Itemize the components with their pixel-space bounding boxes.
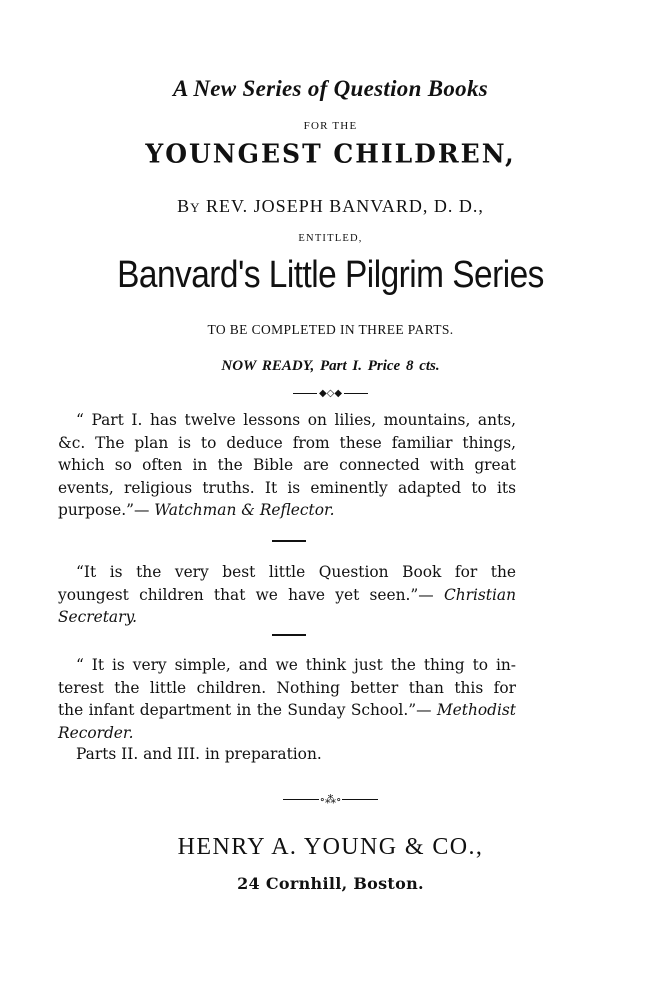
testimonial-line: “ Part I. has twelve lessons on lilies, mountains, ants,: [76, 411, 516, 429]
testimonial-watchman: [58, 409, 516, 522]
page-heading: A New Series of Question Books: [172, 76, 489, 101]
parts-notice: TO BE COMPLETED IN THREE PARTS.: [207, 322, 454, 337]
author-line: [0, 196, 661, 217]
preparation-notice: Parts II. and III. in preparation.: [76, 745, 322, 763]
testimonial-methodist-recorder: [58, 654, 516, 744]
publisher-name: HENRY A. YOUNG & CO.,: [177, 834, 484, 860]
ornament-rule-left: [283, 799, 319, 800]
testimonial-line: terest the little children. Nothing better than this for: [58, 678, 516, 697]
ornament-rule-right: [342, 799, 378, 800]
testimonial-line: [58, 699, 516, 722]
testimonial-source: Methodist: [436, 701, 516, 719]
series-title: Banvard's Little Pilgrim Series: [117, 254, 544, 296]
testimonial-line-last: [58, 499, 516, 522]
testimonial-text: youngest children that we have yet seen.”—: [58, 585, 444, 604]
testimonial-christian-secretary: [58, 561, 516, 629]
testimonial-text: purpose.”—: [58, 501, 155, 519]
testimonial-line: events, religious truths. It is eminently adapted to its: [58, 478, 516, 497]
ornament-rule-left: [293, 393, 317, 394]
for-the-label: FOR THE: [303, 120, 358, 132]
testimonial-source: Christian: [443, 585, 516, 604]
testimonial-line: [58, 584, 516, 607]
youngest-children-title: YOUNGEST CHILDREN,: [145, 138, 516, 169]
large-ornament-divider: [0, 792, 661, 806]
section-divider: [272, 634, 306, 636]
testimonial-source-continued: Secretary.: [58, 608, 137, 626]
by-label: By: [177, 196, 201, 216]
ornament-icon: ◆◇◆: [318, 388, 343, 399]
entitled-label: ENTITLED,: [298, 233, 363, 244]
testimonial-line: “ It is very simple, and we think just the thing to in-: [76, 656, 516, 674]
testimonial-line: which so often in the Bible are connected with great: [58, 456, 516, 474]
publisher-address: 24 Cornhill, Boston.: [237, 874, 424, 893]
testimonial-line: &c. The plan is to deduce from these familiar things,: [58, 433, 516, 452]
testimonial-line: “It is the very best little Question Book for the: [76, 563, 516, 581]
testimonial-source-continued: Recorder.: [58, 723, 134, 742]
author-name: REV. JOSEPH BANVARD, D. D.,: [206, 196, 484, 216]
testimonial-source: Watchman & Reflector.: [154, 501, 335, 519]
now-ready-notice: NOW READY, Part I. Price 8 cts.: [221, 358, 440, 374]
small-ornament-divider: [0, 388, 661, 399]
section-divider: [272, 540, 306, 542]
ornament-icon: ∘⁂∘: [319, 792, 342, 806]
testimonial-text: the infant department in the Sunday School.”—: [58, 701, 437, 719]
ornament-rule-right: [344, 393, 368, 394]
